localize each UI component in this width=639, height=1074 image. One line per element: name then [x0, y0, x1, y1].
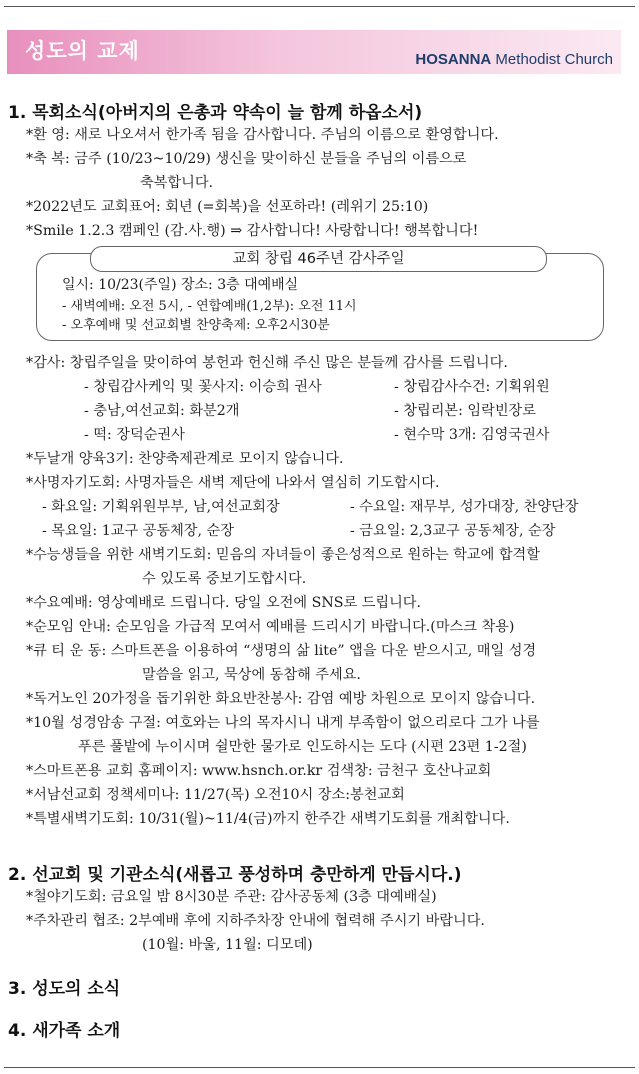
seminar-line: *서남선교회 정책세미나: 11/27(목) 오전10시 장소:봉천교회	[26, 787, 405, 803]
section-banner	[7, 30, 621, 74]
cell-group-line: *순모임 안내: 순모임을 가급적 모여서 예배를 드리시기 바랍니다.(마스크 착용)	[26, 619, 515, 635]
qt-line: *큐 티 운 동: 스마트폰을 이용하여 “생명의 삶 lite” 앱을 다운 받으시고, 매일 성경	[26, 643, 537, 659]
wednesday-service-line: *수요예배: 영상예배로 드립니다. 당일 오전에 SNS로 드립니다.	[26, 595, 422, 611]
parking-line-2: (10월: 바울, 11월: 디모데)	[142, 937, 313, 953]
memory-verse-line: *10월 성경암송 구절: 여호와는 나의 목자시니 내게 부족함이 없으리로다 그가 나를	[26, 715, 540, 731]
homepage-line: *스마트폰용 교회 홈페이지: www.hsnch.or.kr 검색창: 금천구 호산나교회	[26, 763, 492, 779]
thanks-item: - 충남,여선교회: 화분2개	[84, 403, 240, 419]
top-rule	[4, 6, 635, 7]
blessing-line: *축 복: 금주 (10/23~10/29) 생신을 맞이하신 분들을 주님의 이름으로	[26, 151, 467, 167]
thanks-line: *감사: 창립주일을 맞이하여 봉헌과 헌신해 주신 많은 분들께 감사를 드립니다.	[26, 355, 508, 371]
nursery-line: *두날개 양육3기: 찬양축제관계로 모이지 않습니다.	[26, 451, 344, 467]
prayer-schedule-item: - 목요일: 1교구 공동체장, 순장	[42, 523, 234, 539]
parking-line: *주차관리 협조: 2부예배 후에 지하주차장 안내에 협력해 주시기 바랍니다.	[26, 913, 485, 929]
thanks-item: - 창립감사케익 및 꽃사지: 이승희 권사	[84, 379, 322, 395]
banner-title: 성도의 교제	[25, 39, 140, 63]
church-name-rest: Methodist Church	[491, 51, 613, 68]
section3-heading: 3. 성도의 소식	[8, 979, 121, 999]
exam-prayer-line-2: 수 있도록 중보기도합시다.	[142, 571, 307, 587]
church-motto-line: *2022년도 교회표어: 회년 (=회복)을 선포하라! (레위기 25:10)	[26, 199, 429, 215]
smile-campaign-line: *Smile 1.2.3 캠페인 (감.사.행) ⇒ 감사합니다! 사랑합니다! 행복합니다!	[26, 223, 479, 239]
prayer-schedule-item: - 수요일: 재무부, 성가대장, 찬양단장	[350, 499, 579, 515]
thanks-item: - 현수막 3개: 김영국권사	[394, 427, 550, 443]
exam-prayer-line: *수능생들을 위한 새벽기도회: 믿음의 자녀들이 좋은성적으로 원하는 학교에 합격할	[26, 547, 540, 563]
section1-heading: 1. 목회소식(아버지의 은총과 약속이 늘 함께 하옵소서)	[8, 103, 423, 123]
blessing-line-2: 축복합니다.	[140, 175, 214, 191]
section2-heading: 2. 선교회 및 기관소식(새롭고 풍성하며 충만하게 만듭시다.)	[8, 865, 462, 885]
qt-line-2: 말씀을 읽고, 묵상에 동참해 주세요.	[142, 667, 361, 683]
night-prayer-line: *철야기도회: 금요일 밤 8시30분 주관: 감사공동체 (3층 대예배실)	[26, 889, 437, 905]
thanks-item: - 떡: 장덕순권사	[84, 427, 185, 443]
bottom-rule	[4, 1067, 635, 1068]
anniversary-box-title: 교회 창립 46주년 감사주일	[232, 251, 405, 267]
prayer-schedule-item: - 금요일: 2,3교구 공동체장, 순장	[350, 523, 556, 539]
anniversary-date-place: 일시: 10/23(주일) 장소: 3층 대예배실	[62, 277, 299, 293]
church-name-bold: HOSANNA	[415, 51, 492, 68]
special-prayer-line: *특별새벽기도회: 10/31(월)~11/4(금)까지 한주간 새벽기도회를 개최합니다.	[26, 811, 510, 827]
anniversary-services: - 새벽예배: 오전 5시, - 연합예배(1,2부): 오전 11시	[62, 299, 357, 314]
anniversary-afternoon: - 오후예배 및 선교회별 찬양축제: 오후2시30분	[62, 318, 330, 333]
anniversary-box-title-frame	[90, 246, 547, 272]
church-name	[415, 51, 613, 68]
thanks-item: - 창립감사수건: 기획위원	[394, 379, 550, 395]
memory-verse-line-2: 푸른 풀밭에 누이시며 쉴만한 물가로 인도하시는 도다 (시편 23편 1-2절)	[78, 739, 527, 755]
section4-heading: 4. 새가족 소개	[8, 1021, 121, 1041]
thanks-item: - 창립리본: 임락빈장로	[394, 403, 536, 419]
prayer-meeting-line: *사명자기도회: 사명자들은 새벽 제단에 나와서 열심히 기도합시다.	[26, 475, 440, 491]
prayer-schedule-item: - 화요일: 기획위원부부, 남,여선교회장	[42, 499, 280, 515]
welcome-line: *환 영: 새로 나오셔서 한가족 됨을 감사합니다. 주님의 이름으로 환영합니다.	[26, 127, 499, 143]
elderly-service-line: *독거노인 20가정을 돕기위한 화요반찬봉사: 감염 예방 차원으로 모이지 않습니다.	[26, 691, 536, 707]
